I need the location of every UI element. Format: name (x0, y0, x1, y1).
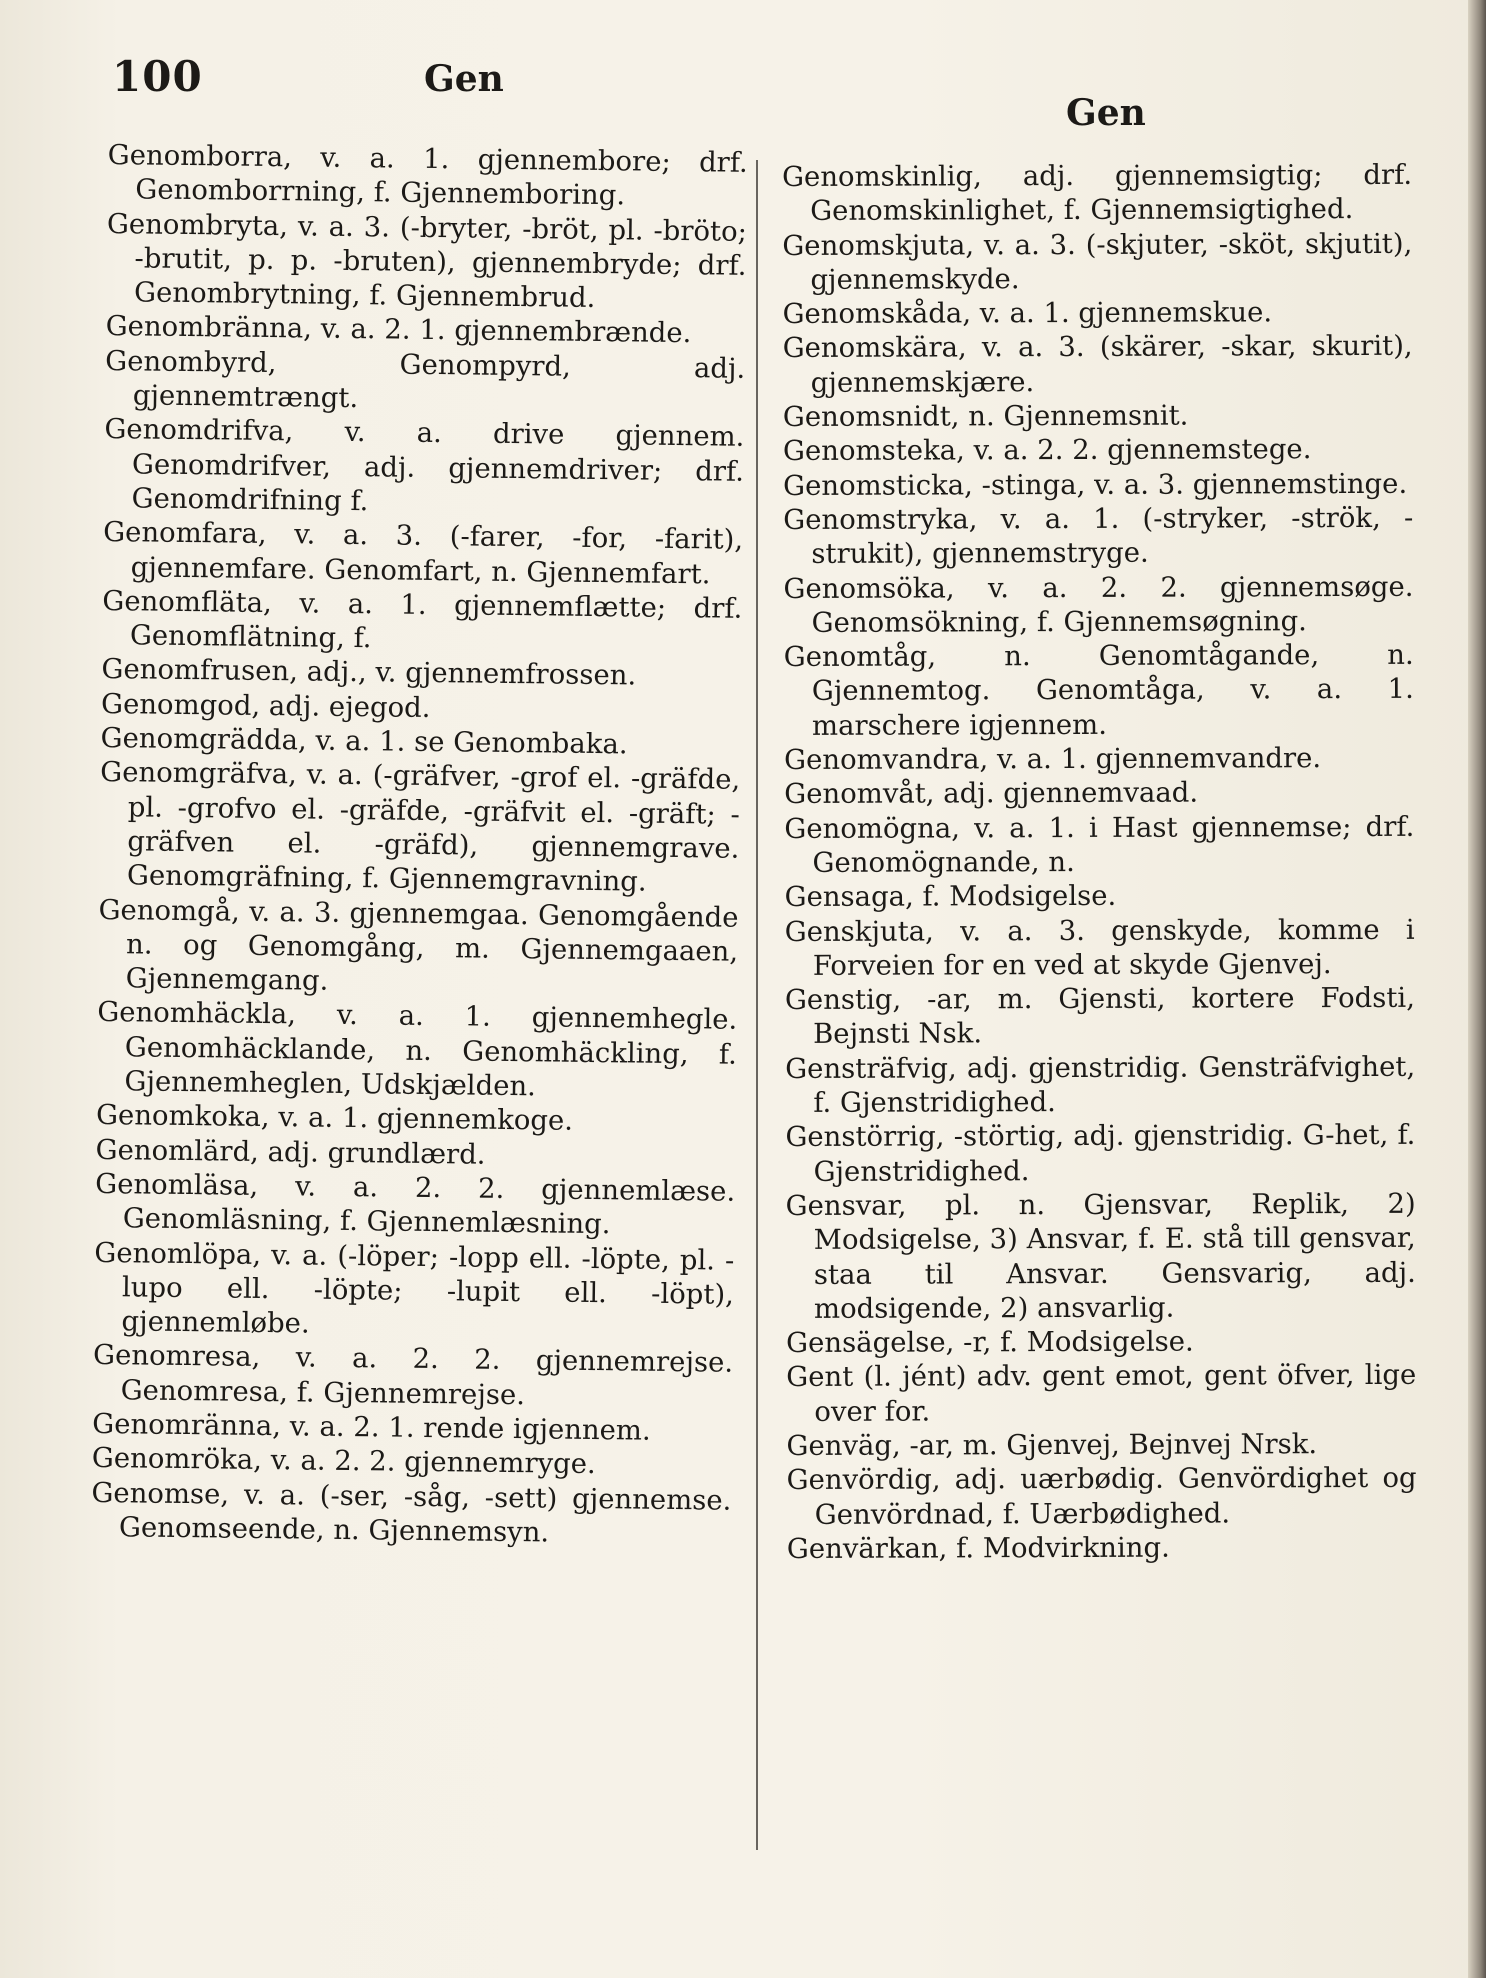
left-guide-word: Gen (424, 58, 504, 100)
dictionary-entry: Genomsteka, v. a. 2. 2. gjennemstege. (782, 433, 1312, 468)
dictionary-entry: Genomfläta, v. a. 1. gjennemflætte; drf. Genomflätning, f. (102, 584, 743, 655)
dictionary-entry: Gensaga, f. Modsigelse. (784, 880, 1117, 914)
dictionary-entry: Gensträfvig, adj. gjenstridig. Gensträfvighet, f. Gjenstridighed. (785, 1050, 1416, 1119)
page-number: 100 (112, 52, 203, 101)
column-divider (756, 160, 758, 1850)
dictionary-entry: Genomtåg, n. Genomtågande, n. Gjennemtog. Genomtåga, v. a. 1. marschere igjennem. (783, 638, 1414, 742)
dictionary-entry: Genomgräfva, v. a. (-gräfver, -grof el. -gräfde, pl. -grofvo el. -gräfde, -gräfvit el. -gräft; -gräfven el. -gräfd), gjennemgrave. Genomgräfning, f. Gjennemgravning. (100, 756, 741, 898)
dictionary-entry: Genomskjuta, v. a. 3. (-skjuter, -sköt, skjutit), gjennemskyde. (782, 227, 1413, 296)
dictionary-entry: Genomskinlig, adj. gjennemsigtig; drf. Genomskinlighet, f. Gjennemsigtighed. (782, 158, 1413, 228)
dictionary-entry: Gensvar, pl. n. Gjensvar, Replik, 2) Modsigelse, 3) Ansvar, f. E. stå till gensvar, staa til Ansvar. Gensvarig, adj. modsigende, 2) ansvarlig. (785, 1187, 1416, 1325)
dictionary-entry: Genomgrädda, v. a. 1. se Genombaka. (100, 722, 628, 761)
dictionary-entry: Genomgå, v. a. 3. gjennemgaa. Genomgående n. og Genomgång, m. Gjennemgaaen, Gjennemgang. (98, 893, 739, 997)
dictionary-entry: Genomkoka, v. a. 1. gjennemkoge. (95, 1099, 574, 1138)
dictionary-entry: Genomränna, v. a. 2. 1. rende igjennem. (92, 1407, 651, 1447)
dictionary-entry: Genstörrig, -störtig, adj. gjenstridig. G-het, f. Gjenstridighed. (785, 1119, 1416, 1188)
dictionary-entry: Genomröka, v. a. 2. 2. gjennemryge. (91, 1442, 596, 1481)
dictionary-entry: Gensägelse, -r, f. Modsigelse. (786, 1325, 1194, 1360)
right-column (782, 158, 1417, 1566)
left-column (91, 138, 748, 1552)
right-guide-word: Gen (1066, 92, 1146, 134)
dictionary-entry: Genomse, v. a. (-ser, -såg, -sett) gjennemse. Genomseende, n. Gjennemsyn. (91, 1476, 732, 1549)
dictionary-entry: Genomögna, v. a. 1. i Hast gjennemse; drf. Genomögnande, n. (784, 810, 1415, 879)
dictionary-entry: Genomskära, v. a. 3. (skärer, -skar, skurit), gjennemskjære. (782, 330, 1413, 399)
dictionary-entry: Genvördig, adj. uærbødig. Genvördighet og Genvördnad, f. Uærbødighed. (786, 1462, 1417, 1531)
dictionary-entry: Genskjuta, v. a. 3. genskyde, komme i Forveien for en ved at skyde Gjenvej. (784, 913, 1415, 982)
dictionary-entry: Genomgod, adj. ejegod. (100, 687, 431, 724)
dictionary-entry: Genombränna, v. a. 2. 1. gjennembrænde. (105, 310, 692, 350)
dictionary-entry: Genomvandra, v. a. 1. gjennemvandre. (784, 742, 1322, 777)
dictionary-entry: Genomlärd, adj. grundlærd. (95, 1133, 486, 1171)
dictionary-entry: Genomresa, v. a. 2. 2. gjennemrejse. Genomresa, f. Gjennemrejse. (92, 1339, 734, 1411)
dictionary-entry: Genomvåt, adj. gjennemvaad. (784, 776, 1199, 811)
dictionary-entry: Genomborra, v. a. 1. gjennembore; drf. Genomborrning, f. Gjennemboring. (107, 138, 748, 212)
dictionary-entry: Genomfara, v. a. 3. (-farer, -for, -farit), gjennemfare. Genomfart, n. Gjennemfart. (102, 516, 744, 590)
dictionary-entry: Genomläsa, v. a. 2. 2. gjennemlæse. Genomläsning, f. Gjennemlæsning. (95, 1167, 736, 1241)
dictionary-entry: Genombryta, v. a. 3. (-bryter, -bröt, pl. -bröto; -brutit, p. p. -bruten), gjennembryde; drf. Genombrytning, f. Gjennembrud. (106, 207, 748, 315)
dictionary-entry: Genomstryka, v. a. 1. (-stryker, -strök, -strukit), gjennemstryge. (783, 501, 1414, 571)
dictionary-entry: Genomhäckla, v. a. 1. gjennemhegle. Genomhäcklande, n. Genomhäckling, f. Gjennemheglen, Udskjælden. (97, 996, 738, 1103)
page-edge-shadow (1468, 0, 1486, 1978)
dictionary-entry: Genomsöka, v. a. 2. 2. gjennemsøge. Genomsökning, f. Gjennemsøgning. (783, 570, 1414, 639)
dictionary-entry: Genomdrifva, v. a. drive gjennem. Genomdrifver, adj. gjennemdriver; drf. Genomdrifning f. (104, 413, 745, 518)
dictionary-entry: Genväg, -ar, m. Gjenvej, Bejnvej Nrsk. (786, 1428, 1318, 1462)
dictionary-entry: Genomlöpa, v. a. (-löper; -lopp ell. -löpte, pl. -lupo ell. -löpte; -lupit ell. -löpt), gjennemløbe. (94, 1236, 735, 1340)
dictionary-entry: Genomsnidt, n. Gjennemsnit. (782, 399, 1189, 434)
dictionary-entry: Genvärkan, f. Modvirkning. (786, 1531, 1170, 1565)
dictionary-entry: Genomfrusen, adj., v. gjennemfrossen. (101, 653, 637, 692)
dictionary-entry: Genomskåda, v. a. 1. gjennemskue. (782, 296, 1273, 331)
dictionary-entry: Genombyrd, Genompyrd, adj. gjennemtrængt. (105, 344, 746, 415)
dictionary-entry: Genstig, -ar, m. Gjensti, kortere Fodsti, Bejnsti Nsk. (784, 981, 1415, 1051)
dictionary-entry: Genomsticka, -stinga, v. a. 3. gjennemstinge. (783, 467, 1408, 502)
dictionary-entry: Gent (l. jént) adv. gent emot, gent öfver, lige over for. (786, 1359, 1417, 1428)
